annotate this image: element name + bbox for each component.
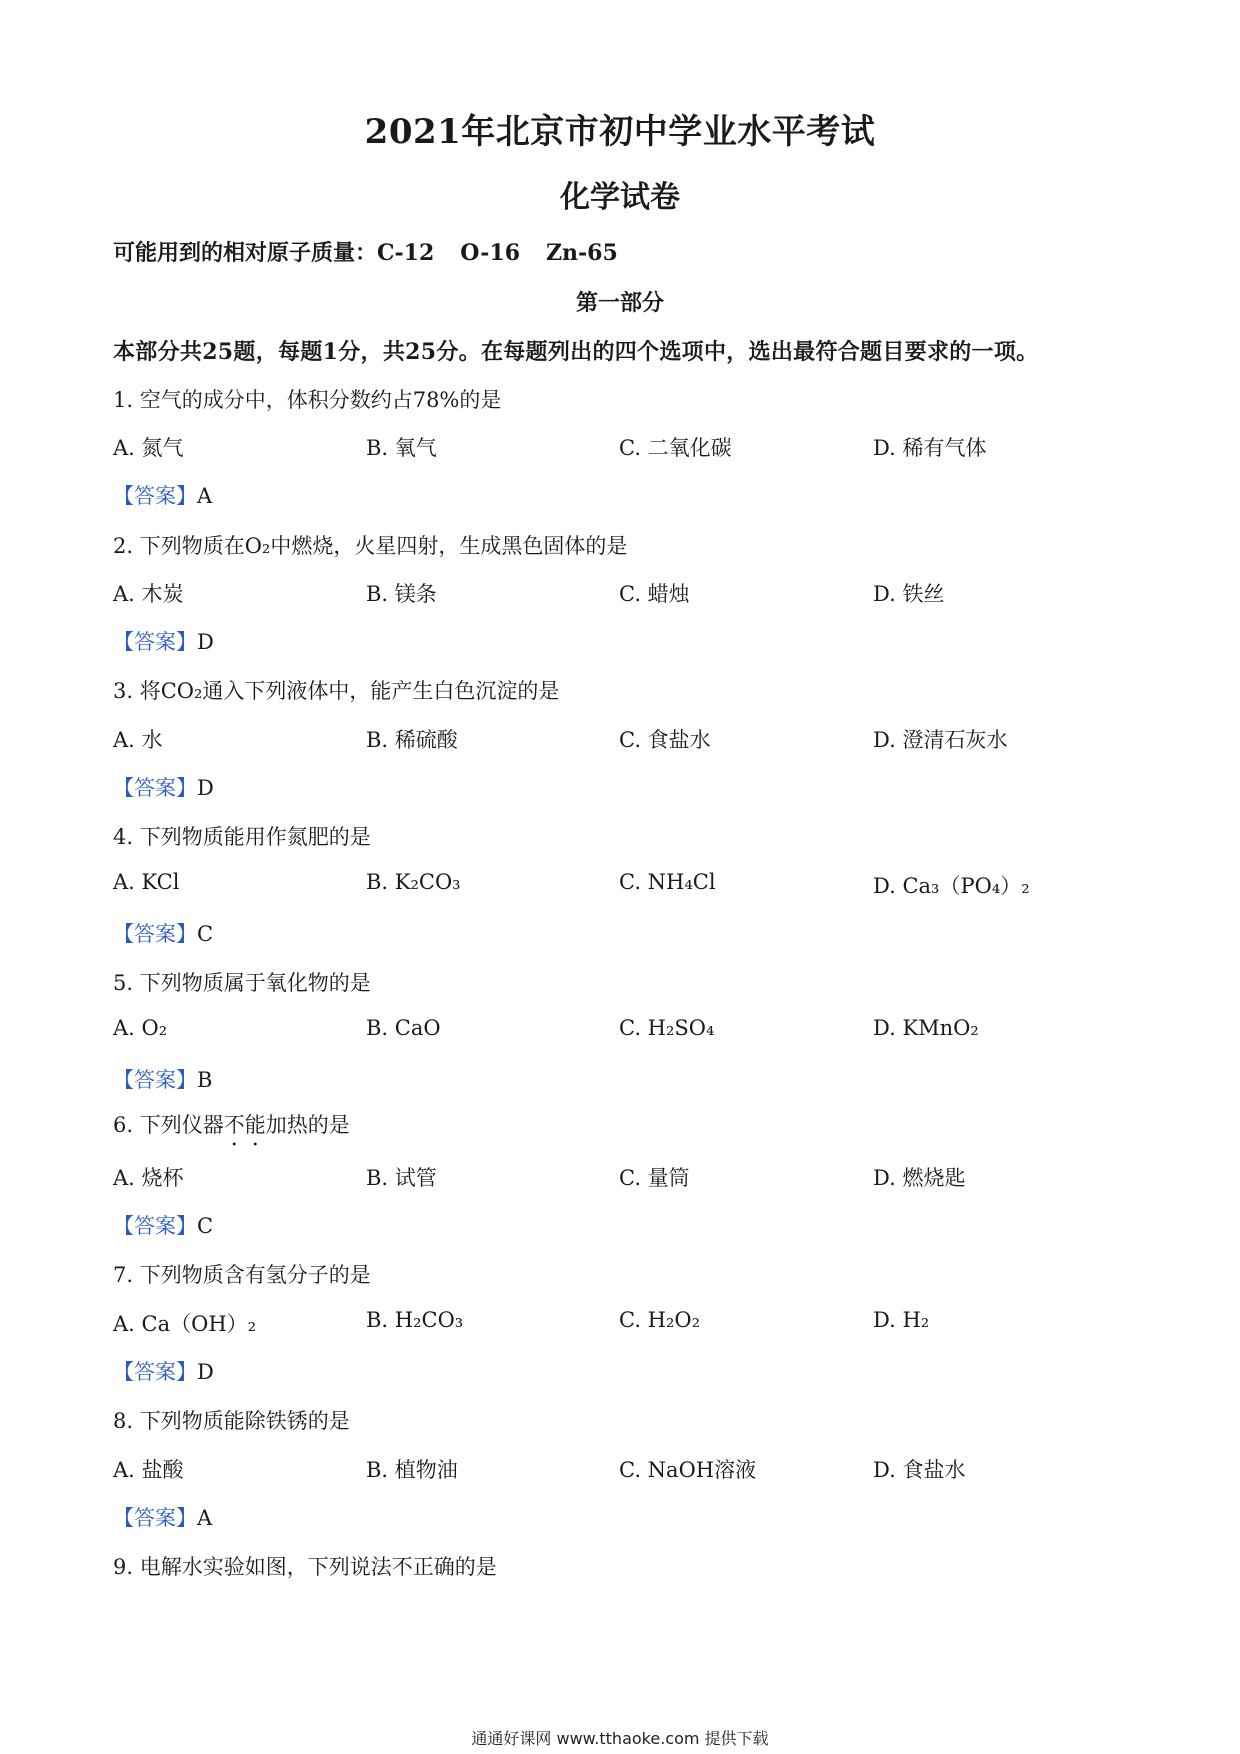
answer-2 [113,626,214,656]
answer-label: 【答案】 [113,922,197,946]
atomic-mass-c: C-12 [377,240,435,266]
option-d: D. 燃烧匙 [873,1166,966,1190]
option-b: B. 植物油 [366,1458,458,1482]
answer-label: 【答案】 [113,630,197,654]
option-a: A. O₂ [113,1016,168,1040]
emphasis-char-1: 不 [223,1113,245,1137]
question-8: 8. 下列物质能除铁锈的是 [113,1409,350,1433]
option-d: D. 稀有气体 [873,436,987,460]
question-1: 1. 空气的成分中，体积分数约占78%的是 [113,388,502,412]
answer-5 [113,1064,212,1094]
question-6-stem-post: 加热的是 [265,1113,350,1137]
option-c: C. NaOH溶液 [619,1458,757,1482]
answer-value: D [197,1360,214,1384]
answer-label: 【答案】 [113,1360,197,1384]
answer-label: 【答案】 [113,776,197,800]
option-a: A. Ca（OH）₂ [113,1312,257,1336]
answer-7 [113,1356,214,1386]
answer-value: A [197,1506,213,1530]
exam-title: 2021年北京市初中学业水平考试 [364,112,876,152]
answer-6 [113,1210,213,1240]
option-b: B. 稀硫酸 [366,728,458,752]
option-d: D. H₂ [873,1308,930,1332]
answer-value: D [197,776,214,800]
option-a: A. KCl [113,870,180,894]
option-c: C. 二氧化碳 [619,436,732,460]
question-6-stem-pre: 6. 下列仪器 [113,1113,224,1137]
answer-8 [113,1502,212,1532]
option-a: A. 木炭 [113,582,184,606]
option-a: A. 盐酸 [113,1458,184,1482]
answer-label: 【答案】 [113,1068,197,1092]
option-c: C. 食盐水 [619,728,711,752]
option-b: B. 镁条 [366,582,437,606]
option-b: B. CaO [366,1016,441,1040]
option-b: B. K₂CO₃ [366,870,461,894]
option-d: D. 铁丝 [873,582,945,606]
question-4: 4. 下列物质能用作氮肥的是 [113,825,371,849]
question-5: 5. 下列物质属于氧化物的是 [113,971,371,995]
answer-value: B [197,1068,213,1092]
question-2: 2. 下列物质在O₂中燃烧，火星四射，生成黑色固体的是 [113,534,628,558]
question-3: 3. 将CO₂通入下列液体中，能产生白色沉淀的是 [113,679,560,703]
answer-value: C [197,1214,214,1238]
option-d: D. Ca₃（PO₄）₂ [873,874,1030,898]
emphasis-char-2: 能 [244,1113,266,1137]
option-c: C. 蜡烛 [619,582,690,606]
option-b: B. H₂CO₃ [366,1308,464,1332]
atomic-mass-label: 可能用到的相对原子质量： [113,240,378,266]
option-d: D. 澄清石灰水 [873,728,1008,752]
atomic-mass-o: O-16 [460,240,520,266]
answer-value: D [197,630,214,654]
option-b: B. 试管 [366,1166,437,1190]
answer-label: 【答案】 [113,1214,197,1238]
atomic-mass-line [113,236,644,267]
answer-label: 【答案】 [113,1506,197,1530]
option-d: D. KMnO₂ [873,1016,979,1040]
question-7: 7. 下列物质含有氢分子的是 [113,1263,371,1287]
option-c: C. H₂SO₄ [619,1016,715,1040]
exam-subtitle: 化学试卷 [560,180,680,215]
option-c: C. 量筒 [619,1166,690,1190]
answer-1 [113,480,212,510]
section-instructions: 本部分共25题，每题1分，共25分。在每题列出的四个选项中，选出最符合题目要求的一项。 [113,339,1039,365]
option-b: B. 氧气 [366,436,437,460]
option-c: C. NH₄Cl [619,870,716,894]
option-d: D. 食盐水 [873,1458,966,1482]
option-a: A. 烧杯 [113,1166,184,1190]
answer-value: A [197,484,213,508]
option-a: A. 氮气 [113,436,184,460]
answer-value: C [197,922,214,946]
question-6 [113,1109,350,1139]
atomic-mass-zn: Zn-65 [546,240,618,266]
option-c: C. H₂O₂ [619,1308,701,1332]
section-title: 第一部分 [575,290,664,316]
question-9: 9. 电解水实验如图，下列说法不正确的是 [113,1555,497,1579]
answer-label: 【答案】 [113,484,197,508]
page-footer: 通通好课网 www.tthaoke.com 提供下载 [471,1729,769,1748]
answer-3 [113,772,214,802]
option-a: A. 水 [113,728,163,752]
answer-4 [113,918,213,948]
